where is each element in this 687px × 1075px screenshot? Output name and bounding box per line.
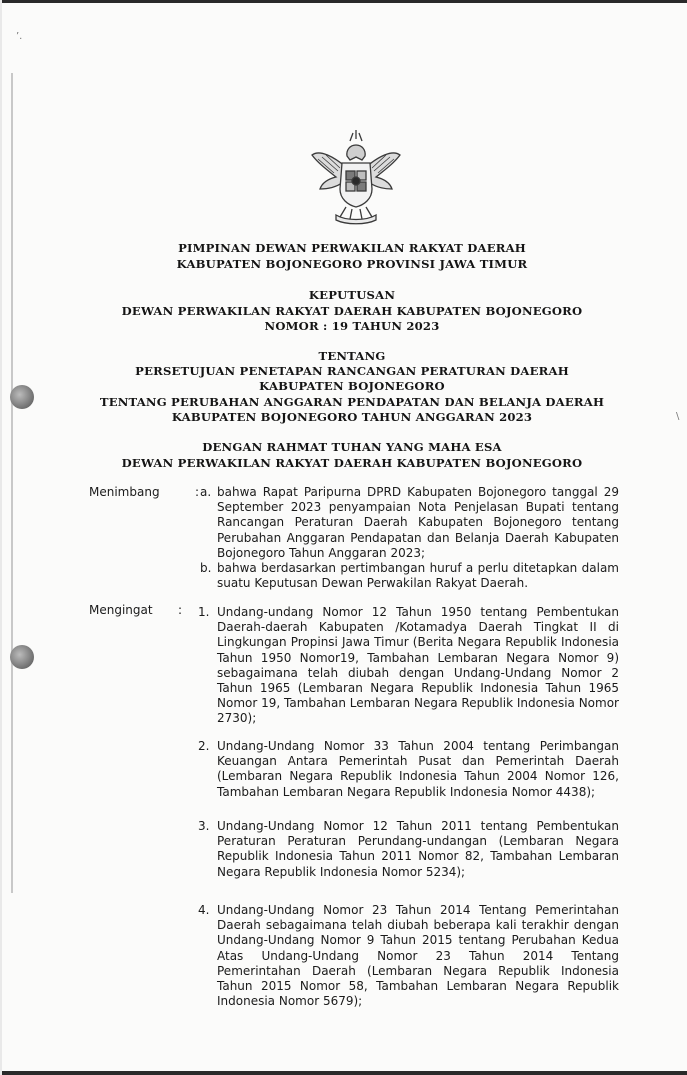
mengingat-item-4: Undang-Undang Nomor 23 Tahun 2014 Tentang Pemerintahan Daerah sebagaimana telah diubah beberapa kali terakhir dengan Undang-Undang Nomor 9 Tahun 2015 tentang Perubahan Kedua Atas Undang-Undang Nomor 23 Tahun 2014 Tentang Pemerintahan Daerah (Lembaran Negara Republik Indonesia Tahun 2015 Nomor 58, Tambahan Lembaran Negara Republik Indonesia Nomor 5679);: [217, 903, 619, 1009]
scan-edge: [2, 1071, 687, 1075]
mengingat-item-2: Undang-Undang Nomor 33 Tahun 2004 tentang Perimbangan Keuangan Antara Pemerintah Pusat dan Pemerintah Daerah (Lembaran Negara Republik Indonesia Tahun 2004 Nomor 126, Tambahan Lembaran Negara Republik Indonesia Nomor 4438);: [217, 739, 619, 799]
garuda-emblem-icon: [306, 127, 406, 227]
item-marker: a.: [200, 485, 212, 499]
blessing-line-1: DENGAN RAHMAT TUHAN YANG MAHA ESA: [202, 440, 502, 454]
binder-line: [11, 73, 13, 893]
blessing-line-2: DEWAN PERWAKILAN RAKYAT DAERAH KABUPATEN BOJONEGORO: [121, 456, 583, 470]
menimbang-item-a: bahwa Rapat Paripurna DPRD Kabupaten Bojonegoro tanggal 29 September 2023 penyampaian Nota Penjelasan Bupati tentang Rancangan Peraturan Daerah Kabupaten Bojonegoro tentang Perubahan Anggaran Pendapatan dan Belanja Daerah Kabupaten Bojonegoro Tahun Anggaran 2023;: [217, 485, 619, 560]
menimbang-label: Menimbang: [89, 485, 160, 499]
subject-line-2: KABUPATEN BOJONEGORO: [259, 379, 445, 393]
menimbang-colon: :: [195, 485, 200, 499]
punch-hole: [10, 645, 34, 669]
header-line-1: PIMPINAN DEWAN PERWAKILAN RAKYAT DAERAH: [178, 241, 526, 255]
subject-line-1: PERSETUJUAN PENETAPAN RANCANGAN PERATURAN DAERAH: [135, 364, 569, 378]
scan-mark: \: [676, 411, 680, 422]
item-marker: 3.: [198, 819, 210, 833]
item-marker: 2.: [198, 739, 210, 753]
item-marker: b.: [200, 561, 212, 575]
subject-line-3: TENTANG PERUBAHAN ANGGARAN PENDAPATAN DAN BELANJA DAERAH: [99, 395, 605, 409]
issuer: DEWAN PERWAKILAN RAKYAT DAERAH KABUPATEN BOJONEGORO: [121, 304, 583, 318]
mengingat-item-3: Undang-Undang Nomor 12 Tahun 2011 tentang Pembentukan Peraturan Peraturan Perundang-undangan (Lembaran Negara Republik Indonesia Tahun 2011 Nomor 82, Tambahan Lembaran Negara Republik Indonesia Nomor 5234);: [217, 819, 619, 879]
item-marker: 4.: [198, 903, 210, 917]
document-page: [2, 0, 687, 1075]
mengingat-label: Mengingat: [89, 603, 153, 617]
doc-type: KEPUTUSAN: [308, 288, 396, 302]
mengingat-item-1: Undang-undang Nomor 12 Tahun 1950 tentang Pembentukan Daerah-daerah Kabupaten /Kotamadya Daerah Tingkat II di Lingkungan Propinsi Jawa Timur (Berita Negara Republik Indonesia Tahun 1950 Nomor19, Tambahan Lembaran Negara Nomor 9) sebagaimana telah diubah dengan Undang-Undang Nomor 2 Tahun 1965 (Lembaran Negara Republik Indonesia Tahun 1965 Nomor 19, Tambahan Lembaran Negara Republik Indonesia Nomor 2730);: [217, 605, 619, 726]
scan-mark: ’.: [16, 31, 23, 42]
subject-line-4: KABUPATEN BOJONEGORO TAHUN ANGGARAN 2023: [171, 410, 533, 424]
item-marker: 1.: [198, 605, 210, 619]
doc-number: NOMOR : 19 TAHUN 2023: [264, 319, 440, 333]
about-label: TENTANG: [318, 349, 386, 363]
menimbang-item-b: bahwa berdasarkan pertimbangan huruf a perlu ditetapkan dalam suatu Keputusan Dewan Perwakilan Rakyat Daerah.: [217, 561, 619, 591]
header-line-2: KABUPATEN BOJONEGORO PROVINSI JAWA TIMUR: [176, 257, 528, 271]
mengingat-colon: :: [178, 603, 183, 617]
